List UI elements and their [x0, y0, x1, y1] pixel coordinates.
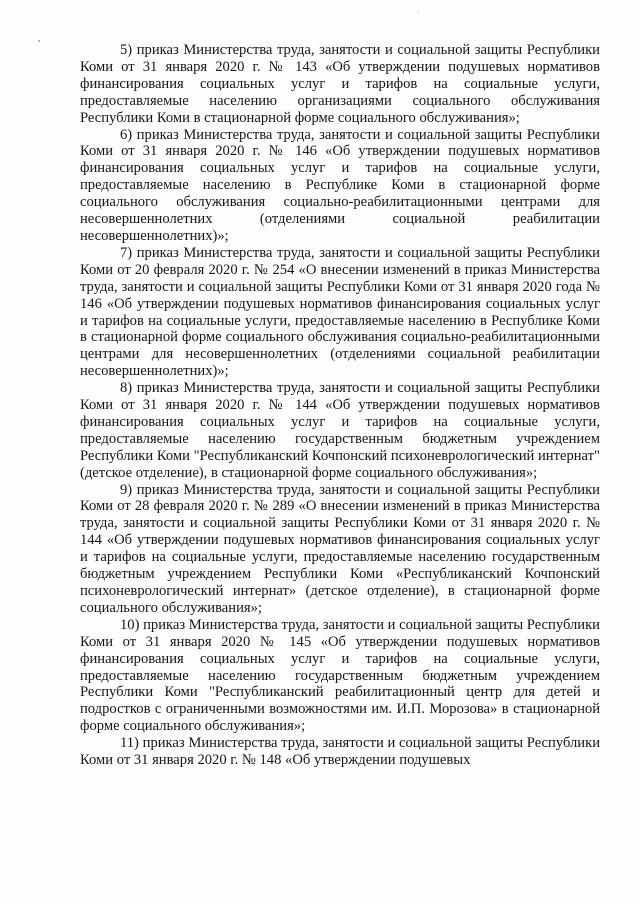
- scan-speck: [38, 40, 40, 42]
- list-item-6: 6) приказ Министерства труда, занятости и социальной защиты Республики Коми от 31 января 2020 г. № 146 «Об утверждении подушевых нормативов финансирования социальных услуг и тарифов на социальные услуги, предоставляемые населению в Республике Коми в стационарной форме социального обслуживания социально-реабилитационными центрами для несовершеннолетних (отделениями социальной реабилитации несовершеннолетних)»;: [80, 126, 600, 244]
- list-item-7: 7) приказ Министерства труда, занятости и социальной защиты Республики Коми от 20 февраля 2020 г. № 254 «О внесении изменений в приказ Министерства труда, занятости и социальной защиты Республики Коми от 31 января 2020 года № 146 «Об утверждении подушевых нормативов финансирования социальных услуг и тарифов на социальные услуги, предоставляемые населению в Республике Коми в стационарной форме социального обслуживания социально-реабилитационными центрами для несовершеннолетних (отделениями социальной реабилитации несовершеннолетних)»;: [80, 244, 600, 380]
- list-item-8: 8) приказ Министерства труда, занятости и социальной защиты Республики Коми от 31 января 2020 г. № 144 «Об утверждении подушевых нормативов финансирования социальных услуг и тарифов на социальные услуги, предоставляемые населению государственным бюджетным учреждением Республики Коми "Республиканский Кочпонский психоневрологический интернат" (детское отделение), в стационарной форме социального обслуживания»;: [80, 380, 600, 481]
- list-item-9: 9) приказ Министерства труда, занятости и социальной защиты Республики Коми от 28 февраля 2020 г. № 289 «О внесении изменений в приказ Министерства труда, занятости и социальной защиты Республики Коми от 31 января 2020 г. № 144 «Об утверждении подушевых нормативов финансирования социальных услуг и тарифов на социальные услуги, предоставляемые населению государственным бюджетным учреждением Республики Коми «Республиканский Кочпонский психоневрологический интернат» (детское отделение), в стационарной форме социального обслуживания»;: [80, 481, 600, 616]
- list-item-10: 10) приказ Министерства труда, занятости и социальной защиты Республики Коми от 31 января 2020 № 145 «Об утверждении подушевых нормативов финансирования социальных услуг и тарифов на социальные услуги, предоставляемые населению государственным бюджетным учреждением Республики Коми "Республиканский реабилитационный центр для детей и подростков с ограниченными возможностями им. И.П. Морозова» в стационарной форме социального обслуживания»;: [80, 616, 600, 735]
- scan-speck: [418, 12, 419, 13]
- list-item-5: 5) приказ Министерства труда, занятости и социальной защиты Республики Коми от 31 января 2020 г. № 143 «Об утверждении подушевых нормативов финансирования социальных услуг и тарифов на социальные услуги, предоставляемые населению организациями социального обслуживания Республики Коми в стационарной форме социального обслуживания»;: [80, 42, 600, 126]
- list-item-11: 11) приказ Министерства труда, занятости и социальной защиты Республики Коми от 31 января 2020 г. № 148 «Об утверждении подушевых: [80, 735, 600, 769]
- document-body: [80, 42, 600, 769]
